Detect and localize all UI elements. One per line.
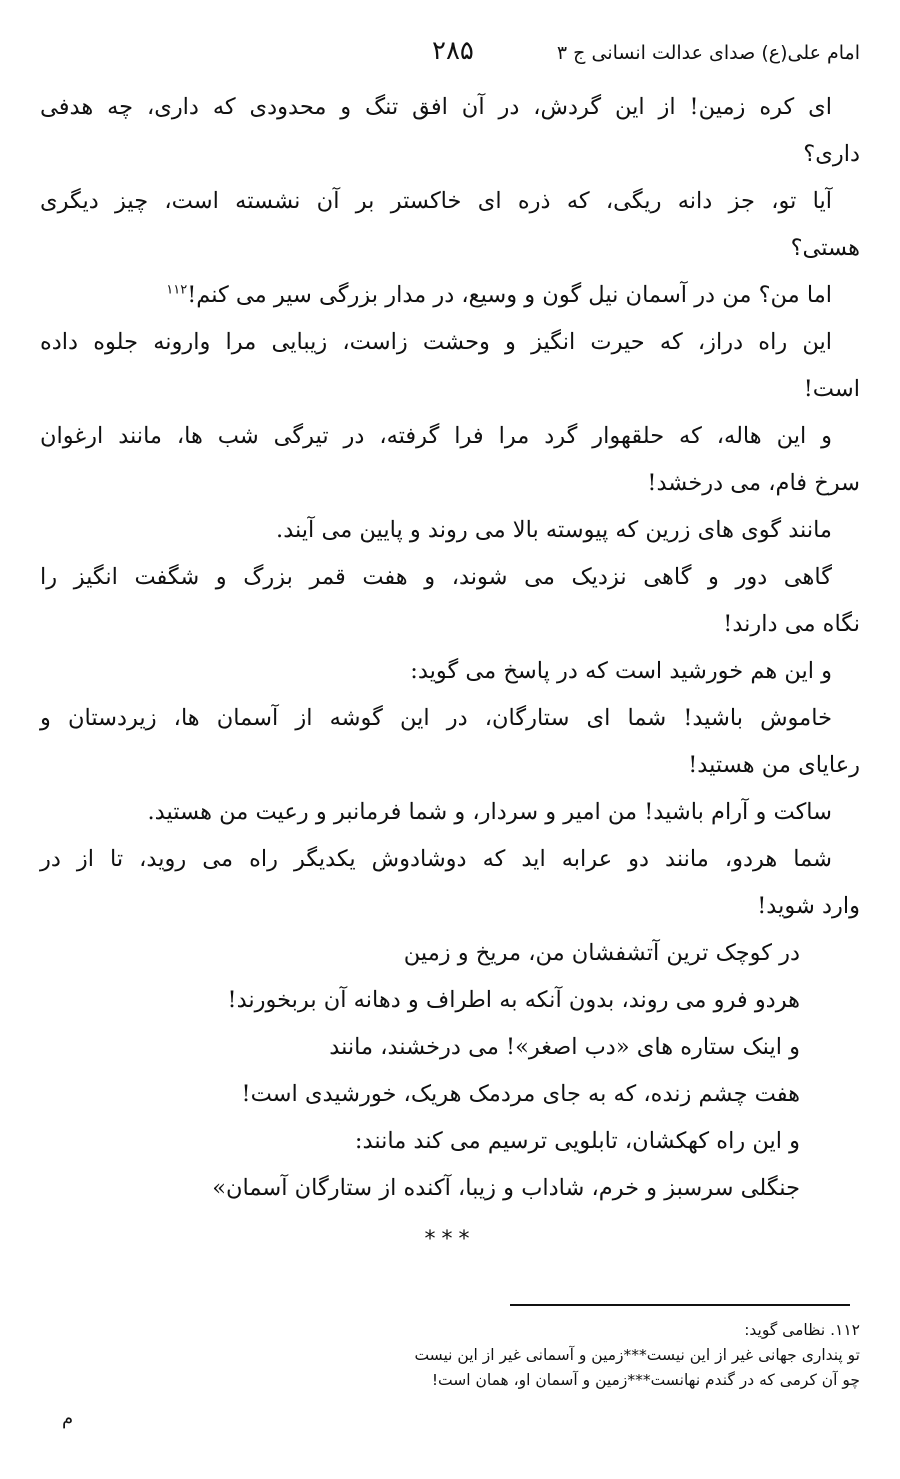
footnote-reference: ۱۱۲ [166, 282, 188, 298]
text-line: هستی؟ [790, 235, 860, 261]
poem-line: و این راه کهکشان، تابلویی ترسیم می کند مانند: [354, 1128, 800, 1154]
text-line: ای کره زمین! از این گردش، در آن افق تنگ و محدودی که داری، چه هدفی [40, 94, 832, 120]
text-line: و این هاله، که حلقهوار گرد مرا فرا گرفته، در تیرگی شب ها، مانند ارغوان [40, 423, 832, 449]
poem-line: هفت چشم زنده، که به جای مردمک هریک، خورشیدی است! [241, 1081, 800, 1107]
text-line: گاهی دور و گاهی نزدیک می شوند، و هفت قمر بزرگ و شگفت انگیز را [40, 564, 832, 590]
text-span: اما من؟ من در آسمان نیل گون و وسیع، در مدار بزرگی سیر می کنم! [187, 282, 832, 308]
footnote-line: چو آن کرمی که در گندم نهانست***زمین و آسمان او، همان است! [431, 1371, 860, 1389]
text-line [40, 272, 860, 319]
folio-mark: م [62, 1408, 74, 1429]
footnote-line: تو پنداری جهانی غیر از این نیست***زمین و آسمانی غیر از این نیست [414, 1346, 860, 1364]
footnote-line: ۱۱۲. نظامی گوید: [744, 1321, 860, 1339]
text-line: ساکت و آرام باشید! من امیر و سردار، و شما فرمانبر و رعیت من هستید. [147, 799, 832, 825]
book-title: امام علی(ع) صدای عدالت انسانی ج ۳ [556, 42, 860, 64]
poem-line: و اینک ستاره های «دب اصغر»! می درخشند، مانند [329, 1034, 800, 1060]
text-line: رعایای من هستید! [688, 752, 860, 778]
text-line: است! [803, 376, 860, 402]
text-line: آیا تو، جز دانه ریگی، که ذره ای خاکستر بر آن نشسته است، چیز دیگری [40, 188, 832, 214]
running-header [40, 36, 860, 76]
text-line: و این هم خورشید است که در پاسخ می گوید: [410, 658, 832, 684]
text-line: این راه دراز، که حیرت انگیز و وحشت زاست، زیبایی مرا وارونه جلوه داده [40, 329, 832, 355]
text-line: داری؟ [803, 141, 860, 167]
footnotes [300, 1318, 860, 1393]
text-line: نگاه می دارند! [723, 611, 860, 637]
page-number: ۲۸۵ [432, 36, 474, 66]
poem-line: در کوچک ترین آتشفشان من، مریخ و زمین [403, 940, 800, 966]
text-line: خاموش باشید! شما ای ستارگان، در این گوشه از آسمان ها، زیردستان و [40, 705, 832, 731]
text-line: وارد شوید! [757, 893, 860, 919]
poem-line: جنگلی سرسبز و خرم، شاداب و زیبا، آکنده از ستارگان آسمان» [212, 1175, 800, 1201]
text-line: مانند گوی های زرین که پیوسته بالا می روند و پایین می آیند. [276, 517, 832, 543]
text-line: شما هردو، مانند دو عرابه اید که دوشادوش یکدیگر راه می روید، تا از در [40, 846, 832, 872]
section-separator: *** [424, 1227, 476, 1252]
text-line: سرخ فام، می درخشد! [647, 470, 860, 496]
poem-line: هردو فرو می روند، بدون آنکه به اطراف و دهانه آن بربخورند! [227, 987, 800, 1013]
body-text [40, 84, 860, 1263]
footnote-divider [510, 1304, 850, 1306]
